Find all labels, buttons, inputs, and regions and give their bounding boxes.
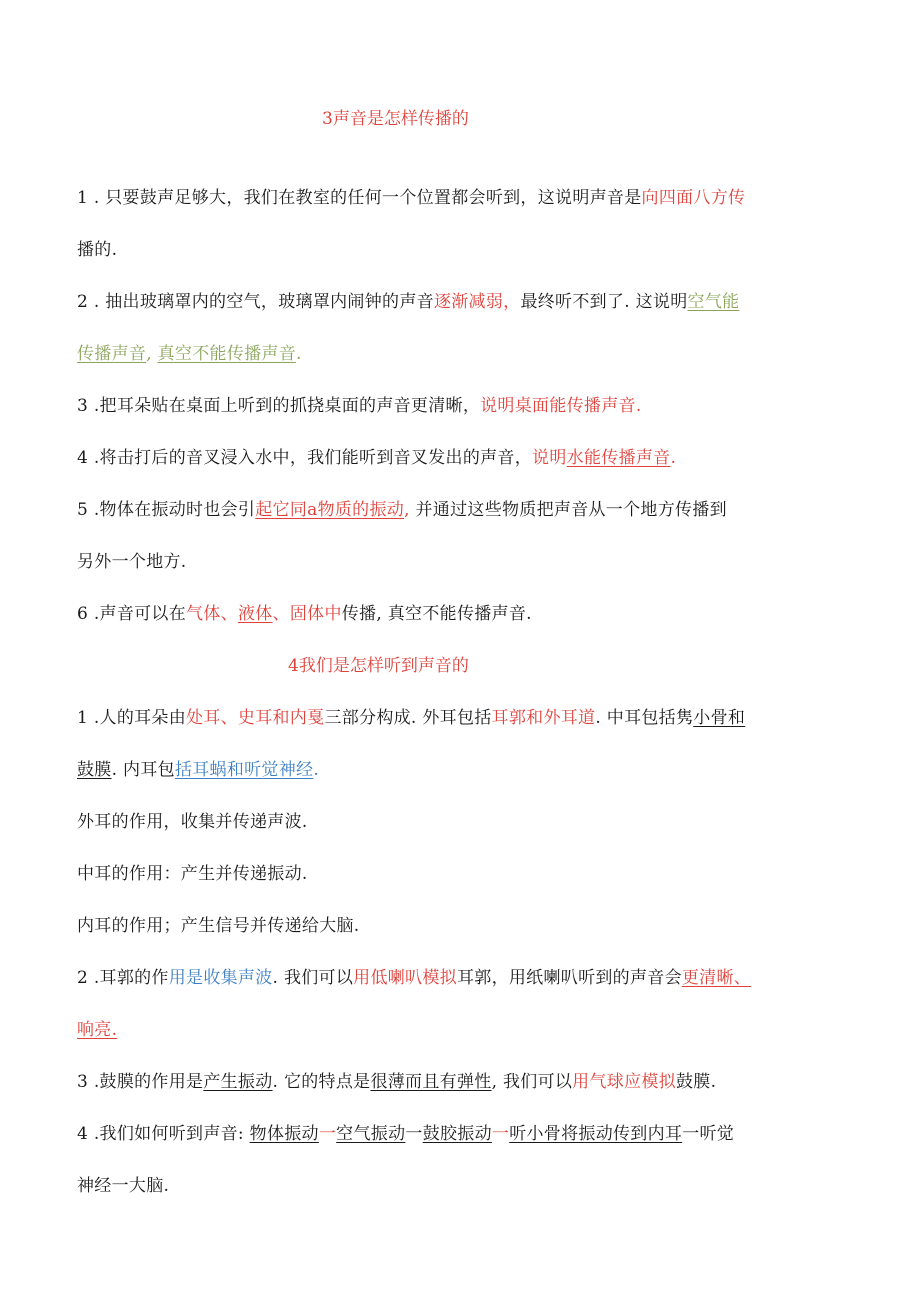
answer: 水能传播声音 (566, 448, 671, 468)
s3-item1-line1 (77, 183, 745, 208)
section-4-title: 4我们是怎样听到声音的 (288, 656, 469, 676)
s3-item3 (77, 391, 642, 416)
answer: 鼓膜 (77, 760, 112, 780)
text: 3 .鼓膜的作用是 (77, 1072, 204, 1092)
text: 2 .耳郭的作 (77, 968, 169, 988)
s4-item1-line1 (77, 703, 745, 728)
s4-item4-line2: 神经一大脑. (77, 1176, 170, 1196)
answer: 响亮. (77, 1020, 118, 1040)
text: . (670, 448, 677, 468)
text: 2 . 抽出玻璃罩内的空气，玻璃罩内闹钟的声音 (77, 292, 434, 312)
arrow: 一 (405, 1124, 423, 1144)
highlight: 处耳、史耳和内戛 (186, 708, 325, 728)
answer: 起它同a物质的振动 (255, 500, 405, 520)
answer: 更清晰、 (681, 968, 752, 988)
text: . 我们可以 (272, 968, 354, 988)
answer: 听小骨将振动传到内耳 (509, 1124, 683, 1144)
text: 5 .物体在振动时也会引 (77, 500, 256, 520)
s3-item6 (77, 599, 532, 624)
answer: 传播声音 (77, 344, 147, 364)
s4-item2-line1 (77, 963, 751, 988)
highlight: 向四面八方传 (641, 188, 746, 208)
text: , (146, 344, 158, 364)
middle-ear-function: 中耳的作用：产生并传递振动. (77, 864, 308, 884)
answer: 空气能 (687, 292, 740, 312)
s3-item5-line1 (77, 495, 727, 520)
text: 6 .声音可以在 (77, 604, 187, 624)
s3-item1-line2: 播的. (77, 240, 118, 260)
text: , (404, 500, 410, 520)
text: 耳郭，用纸喇叭听到的声音会 (456, 968, 682, 988)
inner-ear-function: 内耳的作用；产生信号并传递给大脑. (77, 916, 360, 936)
s3-item4 (77, 443, 676, 468)
text: . 中耳包括隽 (595, 708, 694, 728)
text: 3 .把耳朵贴在桌面上听到的抓挠桌面的声音更清晰， (77, 396, 481, 416)
answer: 很薄而且有弹性 (370, 1072, 492, 1092)
highlight: 气体、 (186, 604, 238, 624)
answer: 鼓胶振动 (422, 1124, 492, 1144)
text: 4 .我们如何听到声音: (77, 1124, 250, 1144)
s3-item5-line2: 另外一个地方. (77, 552, 187, 572)
answer: 液体 (237, 604, 273, 624)
s4-item3 (77, 1067, 716, 1092)
text: 最终听不到了. 这说明 (520, 292, 688, 312)
highlight: 说明 (532, 448, 567, 468)
text: 4 .将击打后的音叉浸入水中，我们能听到音叉发出的声音， (77, 448, 533, 468)
highlight: 说明桌面能传播声音. (480, 396, 642, 416)
answer: 小骨和 (693, 708, 746, 728)
text: 鼓膜. (675, 1072, 717, 1092)
s4-item2-line2 (77, 1015, 117, 1040)
highlight: 用低喇叭模拟 (353, 968, 457, 988)
highlight: 、固体中 (272, 604, 342, 624)
text: 一听觉 (682, 1124, 735, 1144)
highlight: 耳郭和外耳道 (491, 708, 596, 728)
s3-item2-line2 (77, 339, 302, 364)
highlight: 逐渐减弱， (433, 292, 521, 312)
text: . (313, 760, 320, 780)
text: , 我们可以 (491, 1072, 573, 1092)
answer: 真空不能传播声音 (157, 344, 297, 364)
text: . 内耳包 (111, 760, 175, 780)
highlight: 用气球应模拟 (572, 1072, 676, 1092)
highlight: 用是收集声波 (168, 968, 273, 988)
answer: 物体振动 (249, 1124, 319, 1144)
answer: 产生振动 (203, 1072, 273, 1092)
text: 1 . 只要鼓声足够大，我们在教室的任何一个位置都会听到，这说明声音是 (77, 188, 642, 208)
text: 并通过这些物质把声音从一个地方传播到 (409, 500, 727, 520)
answer: 空气振动 (336, 1124, 406, 1144)
answer: 括耳蜗和听觉神经 (174, 760, 314, 780)
arrow: 一 (491, 1124, 510, 1144)
text: . (296, 344, 302, 364)
s4-item4-line1 (77, 1119, 734, 1144)
section-3-title: 3声音是怎样传播的 (322, 109, 469, 129)
text: 1 .人的耳朵由 (77, 708, 187, 728)
s3-item2-line1 (77, 287, 739, 312)
text: 传播, 真空不能传播声音. (341, 604, 532, 624)
arrow: 一 (318, 1124, 337, 1144)
text: 三部分构成. 外耳包括 (324, 708, 492, 728)
s4-item1-line2 (77, 755, 319, 780)
text: . 它的特点是 (272, 1072, 371, 1092)
outer-ear-function: 外耳的作用，收集并传递声波. (77, 812, 308, 832)
